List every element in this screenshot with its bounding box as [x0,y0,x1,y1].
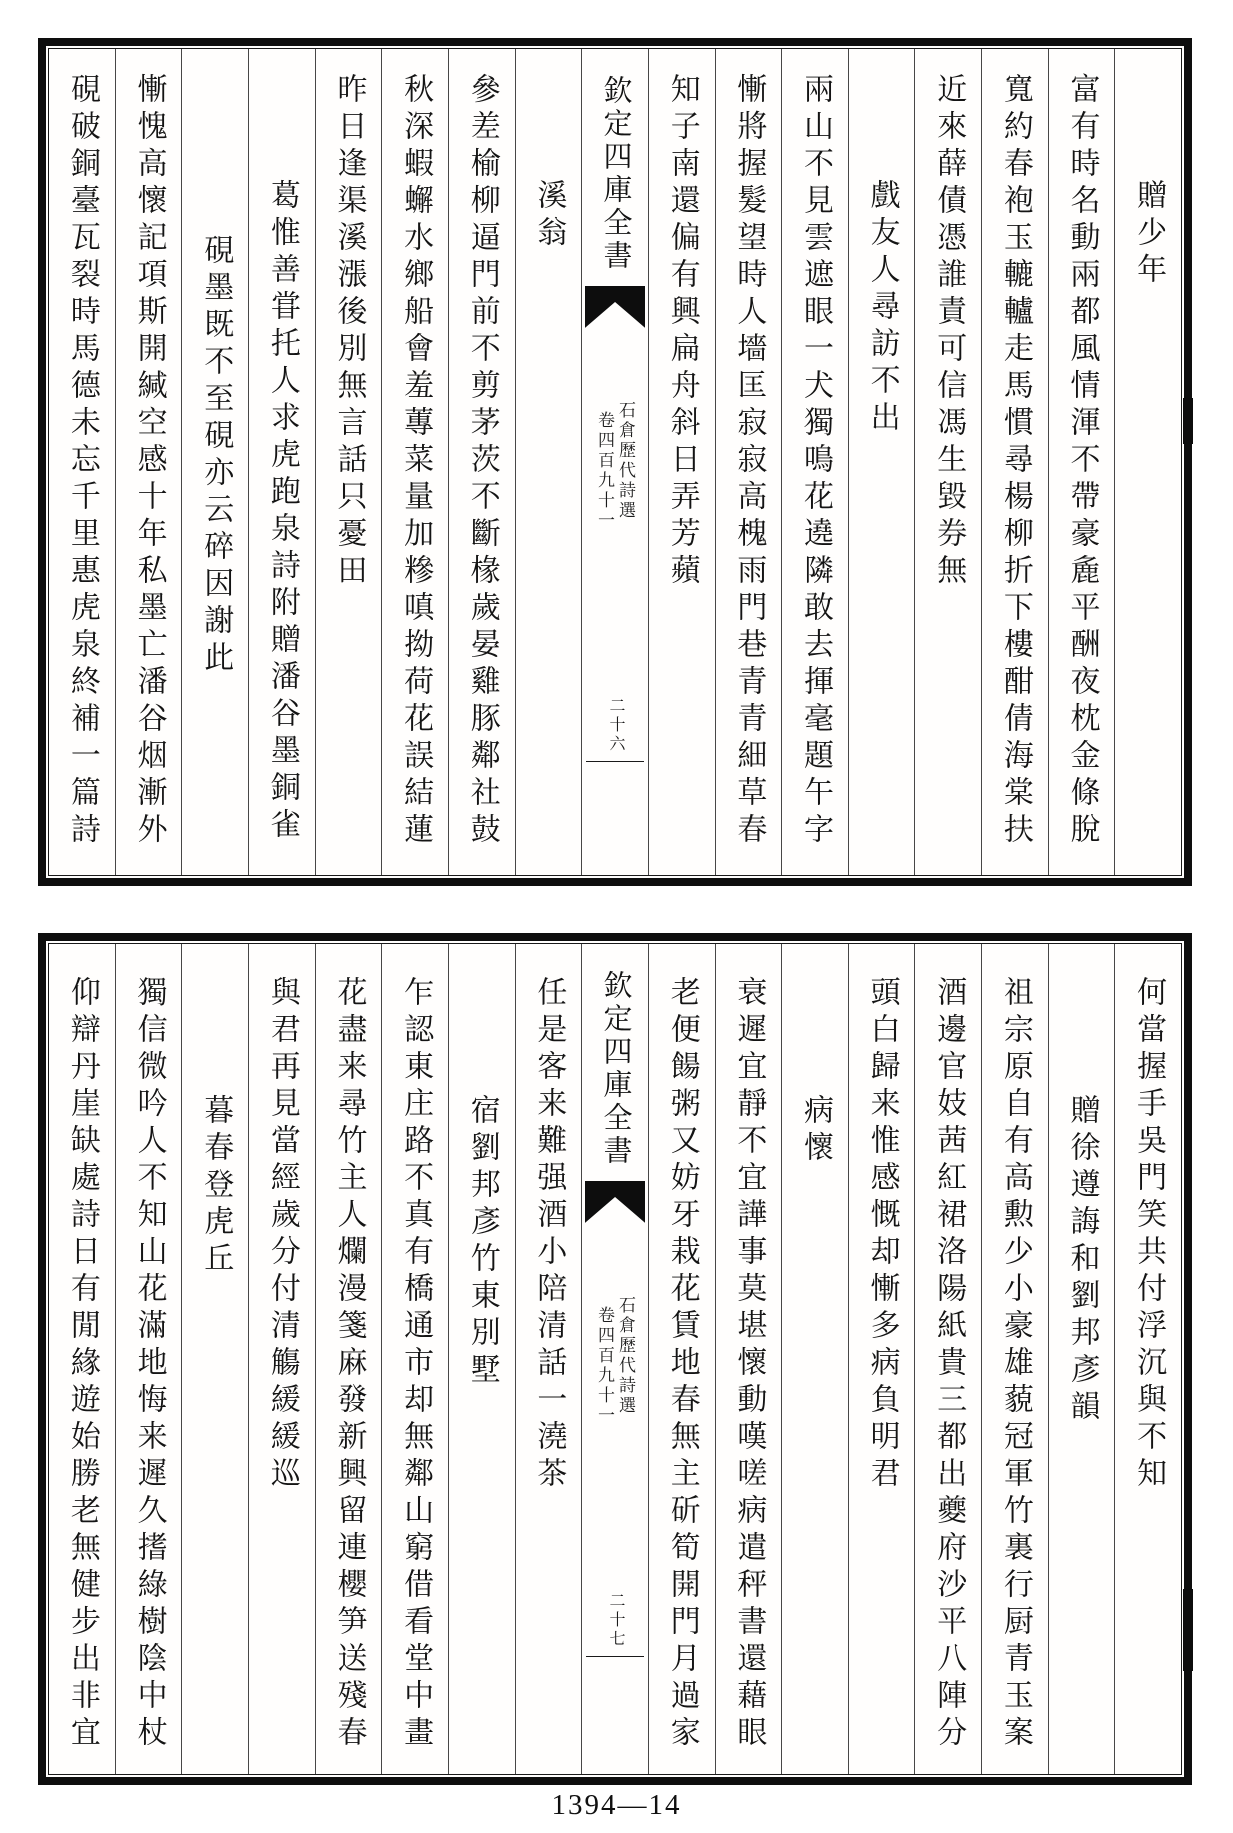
poem-title: 病懷 [798,1094,832,1168]
poem-text: 任是客来難强酒小陪清話一澆茶 [532,976,566,1494]
poem-title: 贈少年 [1132,179,1166,290]
poem-title: 贈徐遵誨和劉邦彥韻 [1065,1094,1099,1427]
text-column [848,944,915,1774]
text-column [781,944,848,1774]
text-column [1114,944,1181,1774]
page-block-top-frame [48,48,1182,876]
centerfold-labels [582,401,648,531]
poem-text: 慚將握髮望時人墻匡寂寂高槐雨門巷青青細草春 [732,73,766,850]
poem-text: 頭白歸来惟感慨却慚多病負明君 [865,976,899,1494]
poem-text: 硯破銅臺瓦裂時馬德未忘千里惠虎泉終補一篇詩 [65,73,99,850]
folio-divider [586,1656,644,1657]
poem-title: 宿劉邦彥竹東別墅 [465,1094,499,1390]
page-block-bottom-frame [48,943,1182,1775]
siku-banner: 欽定四庫全書 [599,970,632,1168]
poem-text: 近來薛債憑誰責可信馮生毀券無 [932,73,966,591]
text-column [515,49,582,875]
poem-text: 何當握手吳門笑共付浮沉與不知 [1132,976,1166,1494]
folio-divider [586,761,644,762]
text-column [248,49,315,875]
poem-text: 花盡来尋竹主人爛漫箋麻發新興留連櫻笋送殘春 [332,976,366,1753]
text-column [115,49,182,875]
poem-text: 老便餳粥又妨牙栽花賃地春無主斫筍開門月過家 [665,976,699,1753]
page-block-bottom [38,933,1192,1785]
text-column [648,944,715,1774]
poem-text: 乍認東庄路不真有橋通市却無鄰山窮借看堂中畫 [399,976,433,1753]
binding-mark [1183,398,1193,444]
text-column [248,944,315,1774]
text-column [1048,49,1115,875]
text-column [648,49,715,875]
text-column [315,49,382,875]
poem-title: 暮春登虎丘 [199,1094,233,1279]
text-column [848,49,915,875]
folio-number: 二十六 [607,697,625,754]
text-column [914,49,981,875]
text-column [181,944,248,1774]
text-column [781,49,848,875]
poem-text: 酒邊官妓茜紅裙洛陽紙貴三都出夔府沙平八陣分 [932,976,966,1753]
centerfold-column [581,49,648,875]
poem-text: 秋深蝦蠏水鄉船會羞蓴菜量加糝嗔拗荷花誤結蓮 [399,73,433,850]
text-column [381,49,448,875]
poem-text: 昨日逢渠溪漲後別無言話只憂田 [332,73,366,591]
text-column [981,49,1048,875]
poem-text: 祖宗原自有高勲少小豪雄藐冠軍竹裏行厨青玉案 [998,976,1032,1753]
text-column [1048,944,1115,1774]
text-column [381,944,448,1774]
binding-mark [1183,1589,1193,1671]
book-title: 石倉歷代詩選 [616,401,636,521]
poem-text: 富有時名動兩都風情渾不帶豪麁平酬夜枕金條脫 [1065,73,1099,850]
text-column [49,944,115,1774]
folio-number: 二十七 [607,1592,625,1649]
text-column [914,944,981,1774]
text-column [981,944,1048,1774]
book-title: 石倉歷代詩選 [616,1296,636,1416]
page-block-top [38,38,1192,886]
poem-text: 知子南還偏有興扁舟斜日弄芳蘋 [665,73,699,591]
poem-text: 衰遲宜靜不宜譁事莫堪懷動嘆嗟病遣秤書還藉眼 [732,976,766,1753]
centerfold-labels [582,1296,648,1426]
text-column [715,49,782,875]
text-column [115,944,182,1774]
text-column [181,49,248,875]
poem-title: 硯墨既不至硯亦云碎因謝此 [199,234,233,678]
poem-text: 參差榆柳逼門前不剪茅茨不斷椽歲晏雞豚鄰社鼓 [465,73,499,850]
poem-title: 葛惟善甞托人求虎跑泉詩附贈潘谷墨銅雀 [265,179,299,845]
siku-banner: 欽定四庫全書 [599,75,632,273]
poem-title: 戲友人尋訪不出 [865,179,899,438]
text-column [515,944,582,1774]
page-number: 1394—14 [551,1789,682,1821]
text-column [1114,49,1181,875]
text-column [448,49,515,875]
poem-text: 慚愧高懷記項斯開緘空感十年私墨亡潘谷烟漸外 [132,73,166,850]
poem-text: 仰辯丹崖缺處詩日有閒緣遊始勝老無健步出非宜 [65,976,99,1753]
fishtail-mark-icon [585,286,645,328]
poem-title: 溪翁 [532,179,566,253]
poem-text: 寬約春袍玉轆轤走馬慣尋楊柳折下樓酣倩海棠扶 [998,73,1032,850]
poem-text: 兩山不見雲遮眼一犬獨鳴花遶隣敢去揮毫題午字 [798,73,832,850]
juan-label: 卷四百九十一 [595,411,615,531]
juan-label: 卷四百九十一 [595,1306,615,1426]
text-column [49,49,115,875]
poem-text: 獨信微吟人不知山花滿地悔来遲久搘綠樹陰中杖 [132,976,166,1753]
fishtail-mark-icon [585,1181,645,1223]
text-column [715,944,782,1774]
text-column [448,944,515,1774]
centerfold-column [581,944,648,1774]
poem-text: 與君再見當經歲分付清觴緩緩巡 [265,976,299,1494]
text-column [315,944,382,1774]
